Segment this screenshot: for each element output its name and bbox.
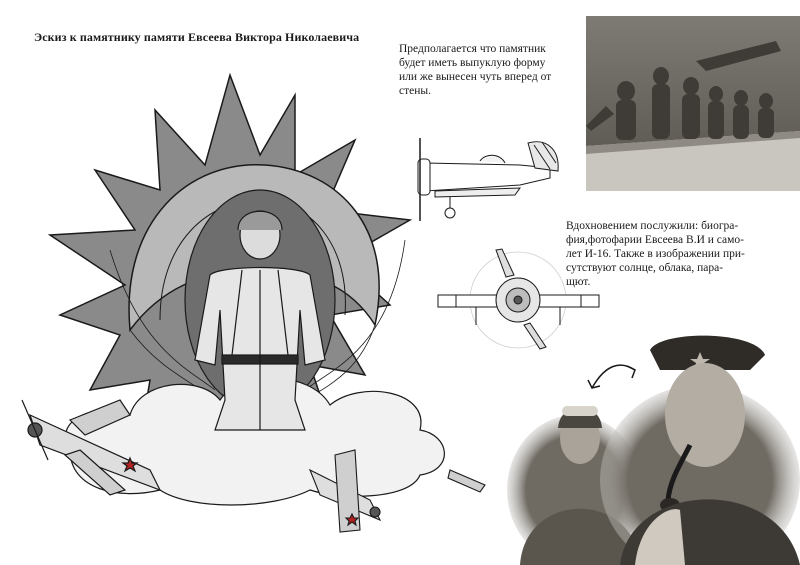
note-line: щют. xyxy=(566,276,591,288)
note-line: или же вынесен чуть вперед от xyxy=(399,71,552,83)
relief-photo xyxy=(586,16,800,191)
note-line: Вдохновением послужили: биогра- xyxy=(566,220,739,232)
portrait-photos xyxy=(500,330,800,565)
note-line: стены. xyxy=(399,85,431,97)
page-title: Эскиз к памятнику памяти Евсеева Виктора Николаевича xyxy=(34,30,360,44)
note-line: Предполагается что памятник xyxy=(399,43,546,55)
note-line: будет иметь выпуклую форму xyxy=(399,57,546,69)
curved-double-arrow-icon xyxy=(588,365,635,388)
note-line: лет И-16. Также в изображении при- xyxy=(566,248,745,260)
portrait-pipe xyxy=(600,336,800,565)
note-line: фия,фотофарии Евсеева В.И и само- xyxy=(566,234,744,246)
note-line: сутствуют солнце, облака, пара- xyxy=(566,262,724,274)
i16-side-view xyxy=(410,133,565,228)
